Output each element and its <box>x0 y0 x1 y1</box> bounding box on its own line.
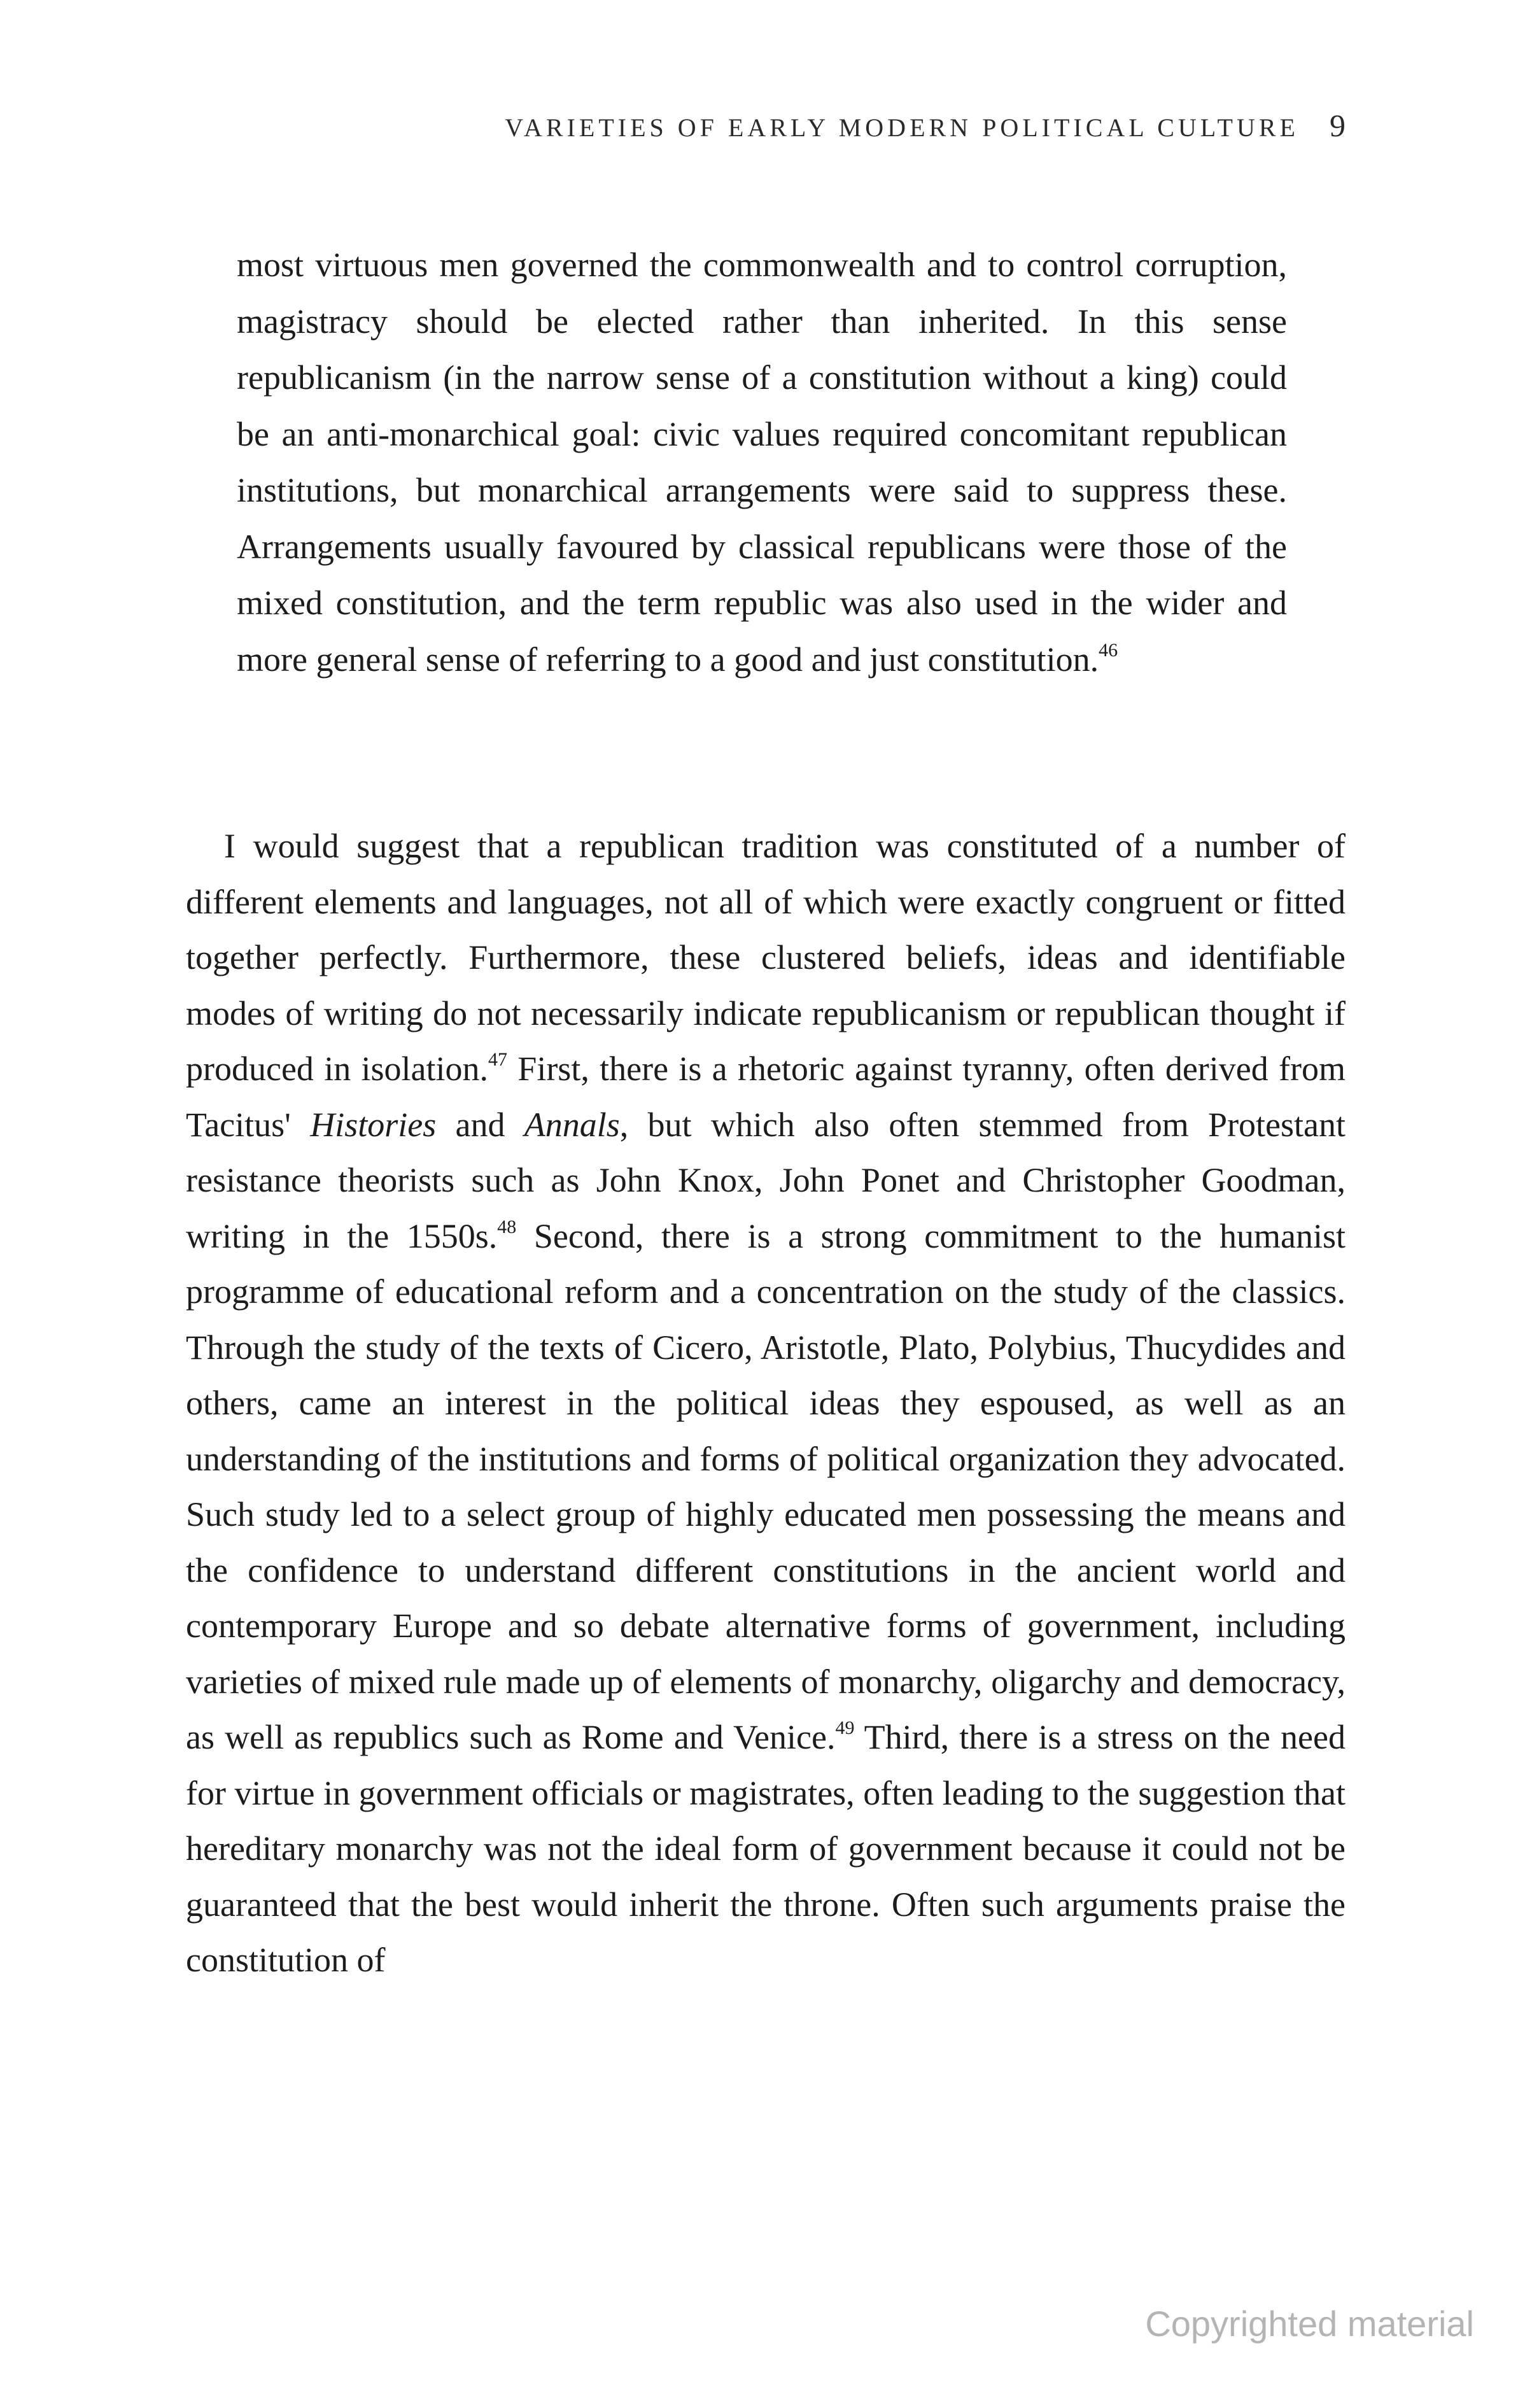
body-text <box>186 819 1346 1989</box>
sentence-1: I would suggest that a republican tradition was constituted of a number of different elements and languages, not all of which were exactly congruent or fitted together perfectly. Furthermore, these clustered beliefs, ideas and identifiable modes of writing do not necessarily indicate republicanism or republican thought if produced in isolation. <box>186 827 1346 1088</box>
body-paragraph <box>186 819 1346 1989</box>
block-quote <box>237 237 1287 687</box>
and-word: and <box>436 1105 524 1144</box>
footnote-ref-49: 49 <box>835 1717 855 1738</box>
footnote-ref-47: 47 <box>488 1049 507 1070</box>
footnote-ref-46: 46 <box>1099 639 1118 661</box>
sentence-3: Second, there is a strong commitment to the humanist programme of educational reform and a concentration on the study of the classics. Through the study of the texts of Cicero, Aristotle, Plato, Polybius, Thucydides and others, came an interest in the political ideas they espoused, as well as an understanding of the institutions and forms of political organization they advocated. Such study led to a select group of highly educated men possessing the means and the confidence to understand different constitutions in the ancient world and contemporary Europe and so debate alternative forms of government, including varieties of mixed rule made up of elements of monarchy, oligarchy and democracy, as well as republics such as Rome and Venice. <box>186 1216 1346 1756</box>
running-head <box>186 107 1346 144</box>
sentence-4: Third, there is a stress on the need for virtue in government officials or magistrates, often leading to the suggestion that hereditary monarchy was not the ideal form of government because it could not be guaranteed that the best would inherit the throne. Often such arguments praise the constitution of <box>186 1718 1346 1979</box>
block-quote-paragraph <box>237 237 1287 687</box>
sentence-2a: First, there is a rhetoric against tyranny, often derived from Tacitus' <box>186 1050 1346 1144</box>
footnote-ref-48: 48 <box>497 1216 517 1237</box>
sentence-2b: , but which also often stemmed from Protestant resistance theorists such as John Knox, John Ponet and Christopher Goodman, writing in the 1550s. <box>186 1105 1346 1255</box>
copyright-watermark: Copyrighted material <box>1145 2304 1474 2344</box>
title-histories: Histories <box>310 1105 437 1144</box>
block-quote-text: most virtuous men governed the commonwealth and to control corruption, magistracy should be elected rather than inherited. In this sense republicanism (in the narrow sense of a constitution without a king) could be an anti-monarchical goal: civic values required concomitant republican institutions, but monarchical arrangements were said to suppress these. Arrangements usually favoured by classical republicans were those of the mixed constitution, and the term republic was also used in the wider and more general sense of referring to a good and just constitution. <box>237 246 1287 679</box>
page-number: 9 <box>1330 108 1346 143</box>
running-head-title: VARIETIES OF EARLY MODERN POLITICAL CULTURE <box>505 113 1299 142</box>
title-annals: Annals <box>524 1105 620 1144</box>
